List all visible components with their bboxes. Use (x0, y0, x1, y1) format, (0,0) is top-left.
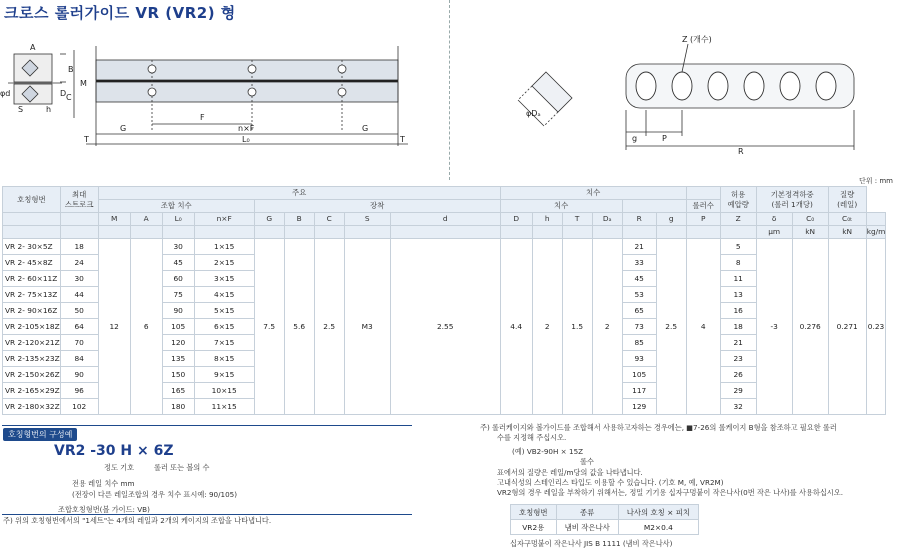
table-cell: 117 (622, 383, 656, 399)
table-cell: 7.5 (254, 239, 284, 415)
table-cell: 18 (60, 239, 98, 255)
screw-td-pitch: M2×0.4 (618, 520, 698, 535)
table-cell: 2 (532, 239, 562, 415)
th-C0t: C₀ₜ (828, 213, 866, 226)
note-line2: 고내식성의 스테인리스 타입도 이용할 수 있습니다. (기호 M, 예, VR2M) (497, 478, 724, 487)
label-P: P (662, 134, 667, 143)
table-cell: 21 (720, 335, 756, 351)
table-cell: VR 2- 30×5Z (3, 239, 61, 255)
table-cell: VR 2-180×32Z (3, 399, 61, 415)
th-unit-C0: kN (792, 226, 828, 239)
table-cell: 21 (622, 239, 656, 255)
table-cell: 65 (622, 303, 656, 319)
label-phi-d: φd (0, 89, 11, 98)
label-D: D (60, 89, 67, 98)
table-cell: M3 (344, 239, 390, 415)
table-cell: 73 (622, 319, 656, 335)
table-cell: 5.6 (284, 239, 314, 415)
table-cell: 85 (622, 335, 656, 351)
example-sub: 롤수 (580, 457, 594, 466)
th-d: d (390, 213, 500, 226)
table-cell: VR 2-120×21Z (3, 335, 61, 351)
model-roller-count: 롤러 또는 볼의 수 (154, 463, 210, 472)
screw-th-type: 종류 (556, 505, 618, 520)
table-cell: 6×15 (194, 319, 254, 335)
label-h: h (46, 105, 52, 114)
table-cell: 16 (720, 303, 756, 319)
model-rail-length: 전용 레일 치수 mm (72, 479, 135, 488)
label-g: g (632, 134, 638, 143)
table-cell: 60 (162, 271, 194, 287)
table-cell: 4×15 (194, 287, 254, 303)
table-cell: VR 2- 45×8Z (3, 255, 61, 271)
table-cell: 45 (162, 255, 194, 271)
screw-th-model: 호칭형번 (511, 505, 557, 520)
label-R: R (738, 147, 744, 156)
table-cell: 10×15 (194, 383, 254, 399)
model-accuracy: 정도 기호 (104, 463, 135, 472)
table-cell: 11×15 (194, 399, 254, 415)
th-dims: 치수 (500, 187, 686, 200)
label-A: A (30, 43, 36, 52)
table-cell: 0.271 (828, 239, 866, 415)
table-cell: 26 (720, 367, 756, 383)
th-h: h (532, 213, 562, 226)
table-cell: 32 (720, 399, 756, 415)
table-cell: 93 (622, 351, 656, 367)
table-cell: VR 2-105×18Z (3, 319, 61, 335)
th-L0: L₀ (162, 213, 194, 226)
th-Z: Z (720, 213, 756, 226)
table-cell: VR 2- 90×16Z (3, 303, 61, 319)
table-cell: 96 (60, 383, 98, 399)
table-cell: 2.5 (656, 239, 686, 415)
note-1: 주) 롤러케이지와 볼가이드를 조합해서 사용하고자하는 경우에는, ■7-26의 롤케이지 B형을 참조하고 필요한 롤러 (480, 423, 837, 432)
label-F: F (200, 113, 205, 122)
th-Da: Dₐ (592, 213, 622, 226)
th-roller: 롤러수 (686, 200, 720, 213)
th-tolerance: 허용 예압량 (720, 187, 756, 213)
table-cell: 29 (720, 383, 756, 399)
table-cell: 5 (720, 239, 756, 255)
table-cell: 0.276 (792, 239, 828, 415)
label-G-right: G (362, 124, 369, 133)
table-cell: 4.4 (500, 239, 532, 415)
table-cell: VR 2-150×26Z (3, 367, 61, 383)
table-cell: 165 (162, 383, 194, 399)
table-cell: 8 (720, 255, 756, 271)
roller-cage-drawing (510, 32, 885, 157)
label-B: B (68, 65, 74, 74)
th-dim: 치수 (500, 200, 622, 213)
table-cell: VR 2- 75×13Z (3, 287, 61, 303)
model-heading: 호칭형번의 구성예 (3, 428, 77, 441)
table-cell: 90 (162, 303, 194, 319)
table-cell: 5×15 (194, 303, 254, 319)
table-cell: VR 2-135×23Z (3, 351, 61, 367)
table-cell: 180 (162, 399, 194, 415)
example: (예) VB2-90H × 15Z (512, 447, 584, 456)
th-R: R (622, 213, 656, 226)
table-cell: 75 (162, 287, 194, 303)
table-cell: 12 (98, 239, 130, 415)
table-cell: 23 (720, 351, 756, 367)
table-cell: 3×15 (194, 271, 254, 287)
table-cell: VR 2-165×29Z (3, 383, 61, 399)
table-cell: 9×15 (194, 367, 254, 383)
th-mass: 질량 (레일) (828, 187, 866, 213)
th-M: M (98, 213, 130, 226)
label-M: M (80, 79, 87, 88)
table-cell: 45 (622, 271, 656, 287)
screw-td-model: VR2용 (511, 520, 557, 535)
th-B: B (284, 213, 314, 226)
th-A: A (130, 213, 162, 226)
th-main: 주요 (98, 187, 500, 200)
table-cell: 90 (60, 367, 98, 383)
th-S: S (344, 213, 390, 226)
rail-side-drawing (0, 38, 420, 150)
page-title: 크로스 롤러가이드 VR (VR2) 형 (4, 4, 236, 22)
table-cell: 84 (60, 351, 98, 367)
table-cell: 2×15 (194, 255, 254, 271)
label-nF: n×F (238, 124, 255, 133)
table-cell: 30 (60, 271, 98, 287)
table-cell: VR 2- 60×11Z (3, 271, 61, 287)
table-cell: 30 (162, 239, 194, 255)
table-cell: 4 (686, 239, 720, 415)
label-G-left: G (120, 124, 127, 133)
table-row (3, 239, 886, 255)
screw-table (510, 504, 699, 535)
note-1b: 수를 지정해 주십시오. (497, 433, 567, 442)
table-cell: 24 (60, 255, 98, 271)
table-cell: 120 (162, 335, 194, 351)
th-C: C (314, 213, 344, 226)
label-L0: L₀ (242, 135, 250, 144)
th-assembly: 조합 치수 (98, 200, 254, 213)
model-code: VR2 -30 H × 6Z (54, 443, 174, 459)
label-T-left: T (84, 135, 89, 144)
table-cell: 18 (720, 319, 756, 335)
label-T-right: T (400, 135, 405, 144)
th-model: 호칭형번 (3, 187, 61, 213)
note-line3: VR2형의 경우 레일을 부착하기 위해서는, 정밀 기기용 십자구멍붙이 작은나사(0번 작은 나사)를 사용하십시오. (497, 488, 843, 497)
th-P: P (686, 213, 720, 226)
table-cell: 1×15 (194, 239, 254, 255)
screw-footer: 십자구멍붙이 작은나사 JIS B 1111 (냄비 작은나사) (510, 539, 673, 548)
table-cell: 70 (60, 335, 98, 351)
th-delta: δ (756, 213, 792, 226)
table-cell: 64 (60, 319, 98, 335)
label-S: S (18, 105, 24, 114)
table-cell: 2 (592, 239, 622, 415)
model-rail-length-note: (전장이 다른 레일조합의 경우 치수 표시예: 90/105) (72, 490, 238, 499)
divider (449, 0, 450, 180)
label-Z: Z (개수) (682, 35, 712, 44)
th-C0: C₀ (792, 213, 828, 226)
table-cell: 44 (60, 287, 98, 303)
th-load: 기본정격하중 (롤러 1개당) (756, 187, 828, 213)
table-cell: 1.5 (562, 239, 592, 415)
th-unit-C0t: kN (828, 226, 866, 239)
table-cell: -3 (756, 239, 792, 415)
th-nF: n×F (194, 213, 254, 226)
model-combo: 조합호칭형번(볼 가이드: VB) (58, 505, 150, 514)
table-cell: 0.23 (866, 239, 886, 415)
table-cell: 8×15 (194, 351, 254, 367)
table-cell: 2.5 (314, 239, 344, 415)
table-cell: 150 (162, 367, 194, 383)
model-note: 주) 위의 호칭형번에서의 "1세트"는 4개의 레일과 2개의 케이지의 조합을 나타냅니다. (3, 516, 272, 525)
th-unit-delta: μm (756, 226, 792, 239)
table-cell: 7×15 (194, 335, 254, 351)
th-unit-mass: kg/m (866, 226, 886, 239)
table-cell: 105 (622, 367, 656, 383)
table-cell: 102 (60, 399, 98, 415)
table-cell: 2.55 (390, 239, 500, 415)
table-cell: 50 (60, 303, 98, 319)
label-C: C (66, 93, 72, 102)
th-g: g (656, 213, 686, 226)
table-cell: 13 (720, 287, 756, 303)
spec-table (2, 186, 886, 415)
table-cell: 6 (130, 239, 162, 415)
label-phi-Da: φDₐ (526, 109, 541, 118)
th-stroke: 최대 스트로크 (60, 187, 98, 213)
unit-note: 단위 : mm (859, 177, 893, 185)
th-mount: 장착 (254, 200, 500, 213)
screw-th-pitch: 나사의 호칭 × 피치 (618, 505, 698, 520)
table-cell: 129 (622, 399, 656, 415)
note-line1: 표에서의 질량은 레일/m당의 값을 나타냅니다. (497, 468, 643, 477)
table-cell: 53 (622, 287, 656, 303)
table-cell: 33 (622, 255, 656, 271)
th-G: G (254, 213, 284, 226)
table-cell: 11 (720, 271, 756, 287)
th-D: D (500, 213, 532, 226)
screw-td-type: 냄비 작은나사 (556, 520, 618, 535)
table-cell: 105 (162, 319, 194, 335)
table-cell: 135 (162, 351, 194, 367)
th-T: T (562, 213, 592, 226)
